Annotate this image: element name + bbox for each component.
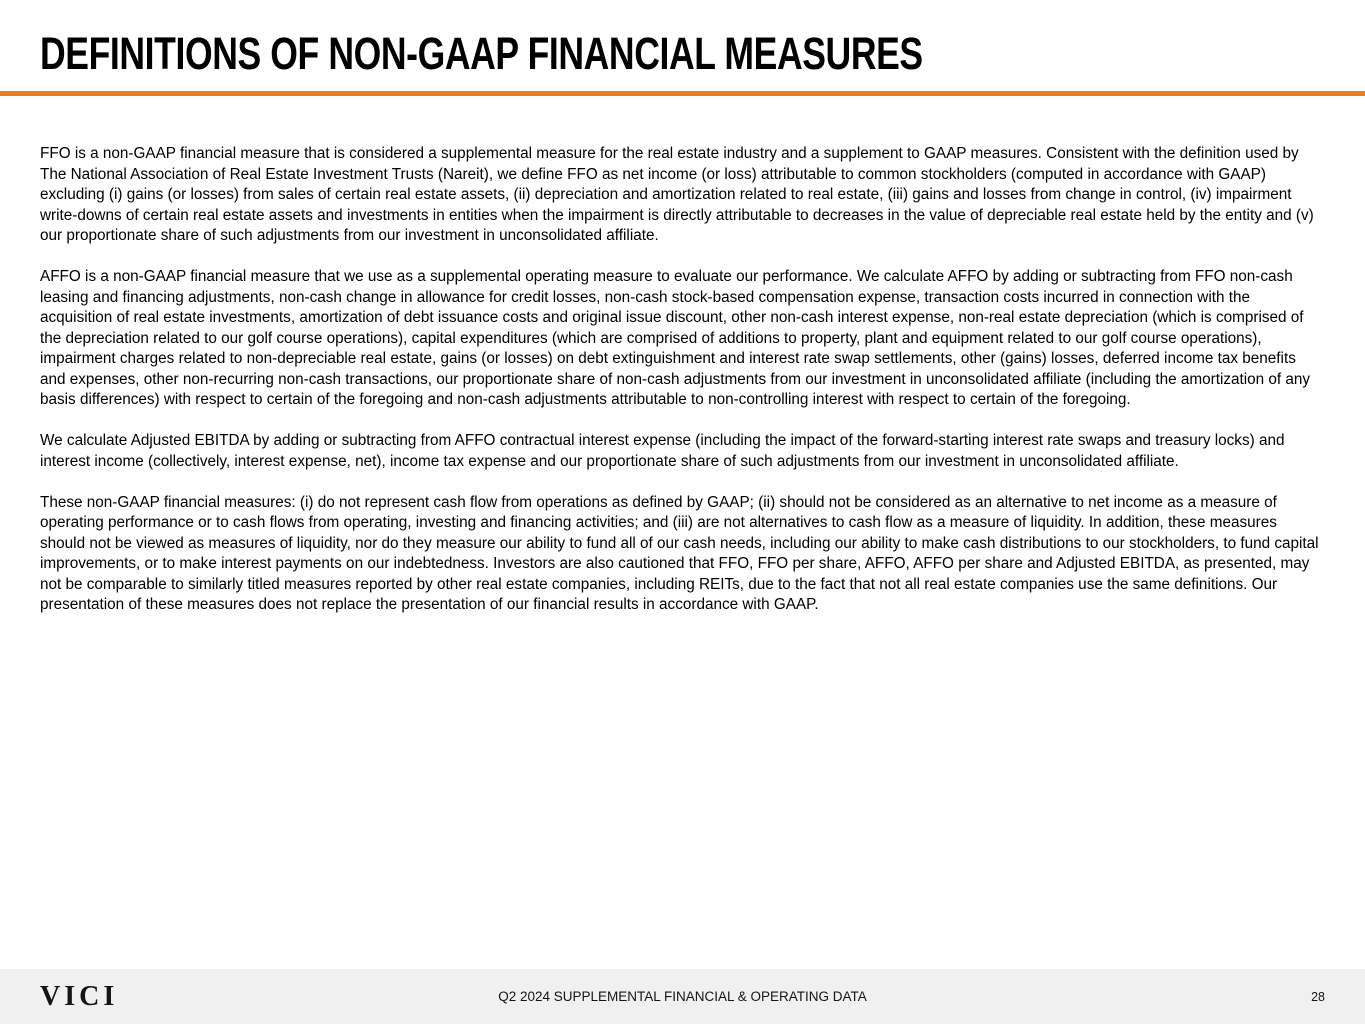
- footer-report-title: Q2 2024 SUPPLEMENTAL FINANCIAL & OPERATING DATA: [498, 989, 867, 1004]
- slide-footer: [0, 969, 1365, 1024]
- body-paragraph-adjusted-ebitda: We calculate Adjusted EBITDA by adding or subtracting from AFFO contractual interest expense (including the impact of the forward-starting interest rate swaps and treasury locks) and interest income (collectively, interest expense, net), income tax expense and our proportionate share of such adjustments from our investment in unconsolidated affiliate.: [40, 432, 1285, 470]
- page-title: DEFINITIONS OF NON-GAAP FINANCIAL MEASURES: [40, 28, 923, 79]
- body-paragraph-disclaimer: These non-GAAP financial measures: (i) do not represent cash flow from operations as defined by GAAP; (ii) should not be considered as an alternative to net income as a measure of operating performance or to cash flows from operating, investing and financing activities; and (iii) are not alternatives to cash flow as a measure of liquidity. In addition, these measures should not be viewed as measures of liquidity, nor do they measure our ability to fund all of our cash needs, including our ability to make cash distributions to our stockholders, to fund capital improvements, or to make interest payments on our indebtedness. Investors are also cautioned that FFO, FFO per share, AFFO, AFFO per share and Adjusted EBITDA, as presented, may not be comparable to similarly titled measures reported by other real estate companies, including REITs, due to the fact that not all real estate companies use the same definitions. Our presentation of these measures does not replace the presentation of our financial results in accordance with GAAP.: [40, 493, 1319, 614]
- vici-logo: VICI: [40, 980, 119, 1012]
- slide-header: [0, 0, 1365, 77]
- body-paragraph-ffo: FFO is a non-GAAP financial measure that is considered a supplemental measure for the real estate industry and a supplement to GAAP measures. Consistent with the definition used by The National Association of Real Estate Investment Trusts (Nareit), we define FFO as net income (or loss) attributable to common stockholders (computed in accordance with GAAP) excluding (i) gains (or losses) from sales of certain real estate assets, (ii) depreciation and amortization related to real estate, (iii) gains and losses from change in control, (iv) impairment write-downs of certain real estate assets and investments in entities when the impairment is directly attributable to decreases in the value of depreciable real estate held by the entity and (v) our proportionate share of such adjustments from our investment in unconsolidated affiliate.: [40, 145, 1314, 245]
- body-paragraph-affo: AFFO is a non-GAAP financial measure that we use as a supplemental operating measure to evaluate our performance. We calculate AFFO by adding or subtracting from FFO non-cash leasing and financing adjustments, non-cash change in allowance for credit losses, non-cash stock-based compensation expense, transaction costs incurred in connection with the acquisition of real estate investments, amortization of debt issuance costs and original issue discount, other non-cash interest expense, non-real estate depreciation (which is comprised of the depreciation related to our golf course operations), capital expenditures (which are comprised of additions to property, plant and equipment related to our golf course operations), impairment charges related to non-depreciable real estate, gains (or losses) on debt extinguishment and interest rate swap settlements, other (gains) losses, deferred income tax benefits and expenses, other non-recurring non-cash transactions, our proportionate share of non-cash adjustments from our investment in unconsolidated affiliate (including the amortization of any basis differences) with respect to certain of the foregoing and non-cash adjustments attributable to non-controlling interest with respect to certain of the foregoing.: [40, 268, 1311, 409]
- body-content: [0, 96, 1365, 636]
- page-number: 28: [1311, 989, 1325, 1004]
